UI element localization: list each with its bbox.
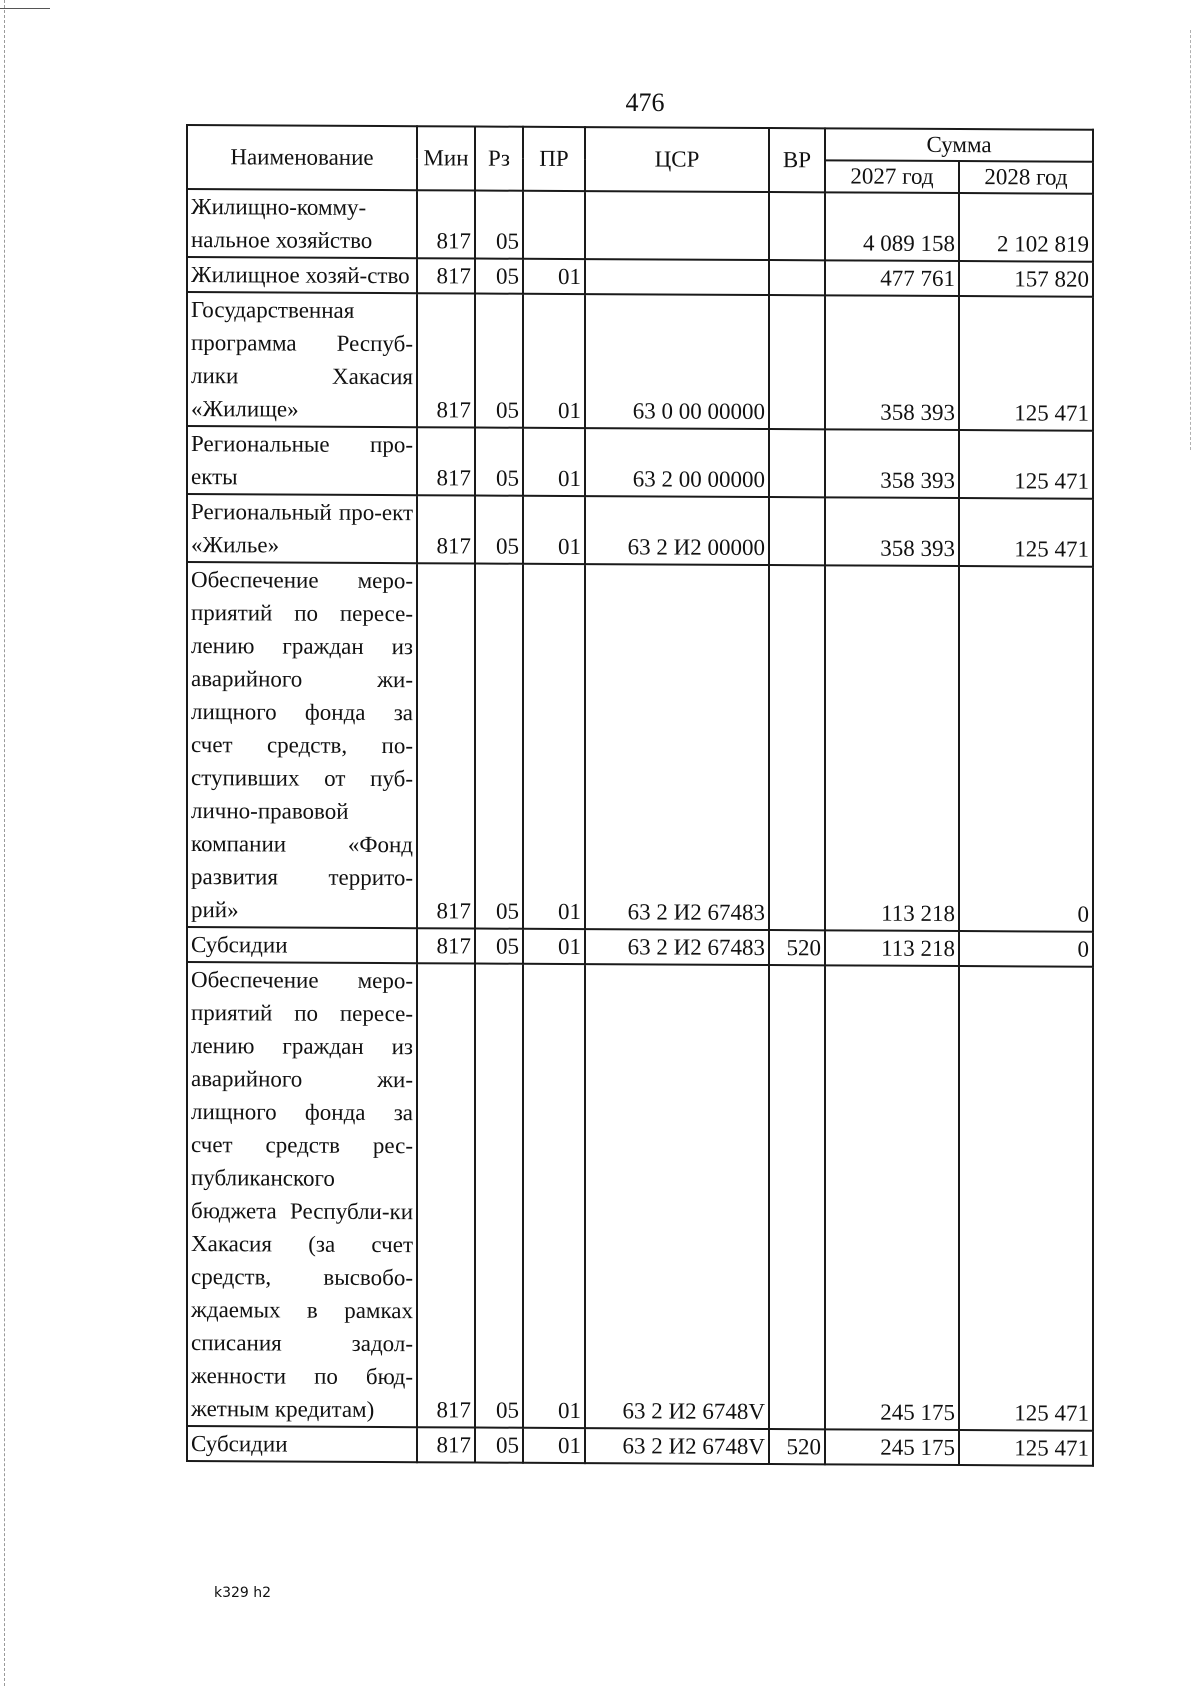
- cell-pr: 01: [523, 564, 585, 929]
- cell-rz: 05: [475, 496, 523, 564]
- header-year-2027: 2027 год: [825, 160, 959, 193]
- cell-pr: 01: [523, 929, 585, 964]
- table-row: [187, 927, 1093, 967]
- header-sum: Сумма: [825, 128, 1093, 161]
- header-name: Наименование: [187, 125, 417, 190]
- cell-2028: 125 471: [959, 296, 1093, 431]
- cell-rz: 05: [475, 564, 523, 929]
- header-vr: ВР: [769, 128, 825, 192]
- cell-csr: 63 2 И2 67483: [585, 564, 769, 930]
- cell-rz: 05: [475, 929, 523, 964]
- cell-2028: 0: [959, 566, 1093, 932]
- cell-min: 817: [417, 963, 475, 1427]
- cell-pr: 01: [523, 259, 585, 294]
- header-min: Мин: [417, 126, 475, 190]
- cell-vr: [769, 429, 825, 497]
- header-csr: ЦСР: [585, 127, 769, 192]
- cell-rz: 05: [475, 1428, 523, 1463]
- cell-2027: 358 393: [825, 295, 959, 430]
- cell-2027: 477 761: [825, 260, 959, 296]
- cell-min: 817: [417, 563, 475, 928]
- cell-min: 817: [417, 258, 475, 293]
- cell-min: 817: [417, 427, 475, 495]
- cell-vr: [769, 497, 825, 565]
- cell-2028: 0: [959, 931, 1093, 967]
- cell-name: Субсидии: [187, 1426, 417, 1462]
- cell-2027: 4 089 158: [825, 192, 959, 261]
- cell-vr: [769, 260, 825, 295]
- cell-vr: [769, 192, 825, 260]
- cell-min: 817: [417, 1427, 475, 1462]
- cell-pr: [523, 191, 585, 259]
- cell-csr: 63 2 И2 00000: [585, 496, 769, 565]
- cell-rz: 05: [475, 428, 523, 496]
- cell-2028: 2 102 819: [959, 193, 1093, 262]
- cell-vr: [769, 565, 825, 930]
- cell-min: 817: [417, 293, 475, 427]
- table-row: [187, 562, 1093, 932]
- budget-table: [186, 124, 1094, 1467]
- cell-pr: 01: [523, 496, 585, 564]
- cell-rz: 05: [475, 191, 523, 259]
- cell-2027: 113 218: [825, 930, 959, 966]
- cell-csr: 63 2 И2 6748V: [585, 1428, 769, 1464]
- footer-code: k329 h2: [214, 1585, 272, 1601]
- cell-vr: 520: [769, 1429, 825, 1464]
- cell-pr: 01: [523, 1428, 585, 1463]
- cell-2027: 358 393: [825, 497, 959, 566]
- cell-rz: 05: [475, 259, 523, 294]
- cell-rz: 05: [475, 294, 523, 428]
- cell-2027: 358 393: [825, 429, 959, 498]
- cell-vr: 520: [769, 930, 825, 965]
- cell-2028: 125 471: [959, 1430, 1093, 1466]
- cell-csr: 63 2 00 00000: [585, 428, 769, 497]
- table-row: [187, 426, 1093, 499]
- header-year-2028: 2028 год: [959, 161, 1093, 194]
- cell-name: Государственная программа Респуб-лики Хакасия «Жилище»: [187, 292, 417, 427]
- cell-csr: [585, 191, 769, 260]
- cell-2027: 245 175: [825, 1429, 959, 1465]
- cell-2028: 125 471: [959, 430, 1093, 499]
- cell-name: Обеспечение меро-приятий по пересе-лению граждан из аварийного жи-лищного фонда за счет средств, по-ступивших от пуб-лично-правовой компании «Фонд развития террито-рий»: [187, 562, 417, 928]
- cell-pr: 01: [523, 964, 585, 1428]
- cell-name: Субсидии: [187, 927, 417, 963]
- cell-name: Жилищно-комму-нальное хозяйство: [187, 189, 417, 258]
- table-row: [187, 189, 1093, 262]
- cell-min: 817: [417, 190, 475, 258]
- cell-name: Обеспечение меро-приятий по пересе-лению граждан из аварийного жи-лищного фонда за счет средств рес-публиканского бюджета Республи-ки Хакасия (за счет средств, высвобо-ждаемых в рамках списания задол-женности по бюд-жетным кредитам): [187, 962, 417, 1427]
- page-number: 476: [625, 88, 665, 117]
- table-row: [187, 1426, 1093, 1466]
- cell-pr: 01: [523, 294, 585, 428]
- cell-min: 817: [417, 928, 475, 963]
- cell-2027: 245 175: [825, 965, 959, 1430]
- table-row: [187, 494, 1093, 567]
- cell-csr: 63 2 И2 67483: [585, 929, 769, 965]
- cell-min: 817: [417, 495, 475, 563]
- table-row: [187, 962, 1093, 1431]
- table-row: [187, 292, 1093, 431]
- cell-name: Жилищное хозяй-ство: [187, 257, 417, 293]
- cell-rz: 05: [475, 964, 523, 1428]
- header-rz: Рз: [475, 127, 523, 191]
- cell-vr: [769, 965, 825, 1429]
- cell-vr: [769, 295, 825, 429]
- scan-mark: [0, 8, 50, 9]
- cell-csr: 63 2 И2 6748V: [585, 964, 769, 1429]
- header-pr: ПР: [523, 127, 585, 191]
- cell-name: Региональные про-екты: [187, 426, 417, 495]
- cell-2028: 125 471: [959, 498, 1093, 567]
- cell-name: Региональный про-ект «Жилье»: [187, 494, 417, 563]
- cell-2027: 113 218: [825, 565, 959, 931]
- cell-2028: 157 820: [959, 261, 1093, 297]
- cell-csr: [585, 259, 769, 295]
- scan-edge-line: [4, 0, 6, 1686]
- table-row: [187, 257, 1093, 297]
- cell-pr: 01: [523, 428, 585, 496]
- cell-csr: 63 0 00 00000: [585, 294, 769, 429]
- cell-2028: 125 471: [959, 966, 1093, 1431]
